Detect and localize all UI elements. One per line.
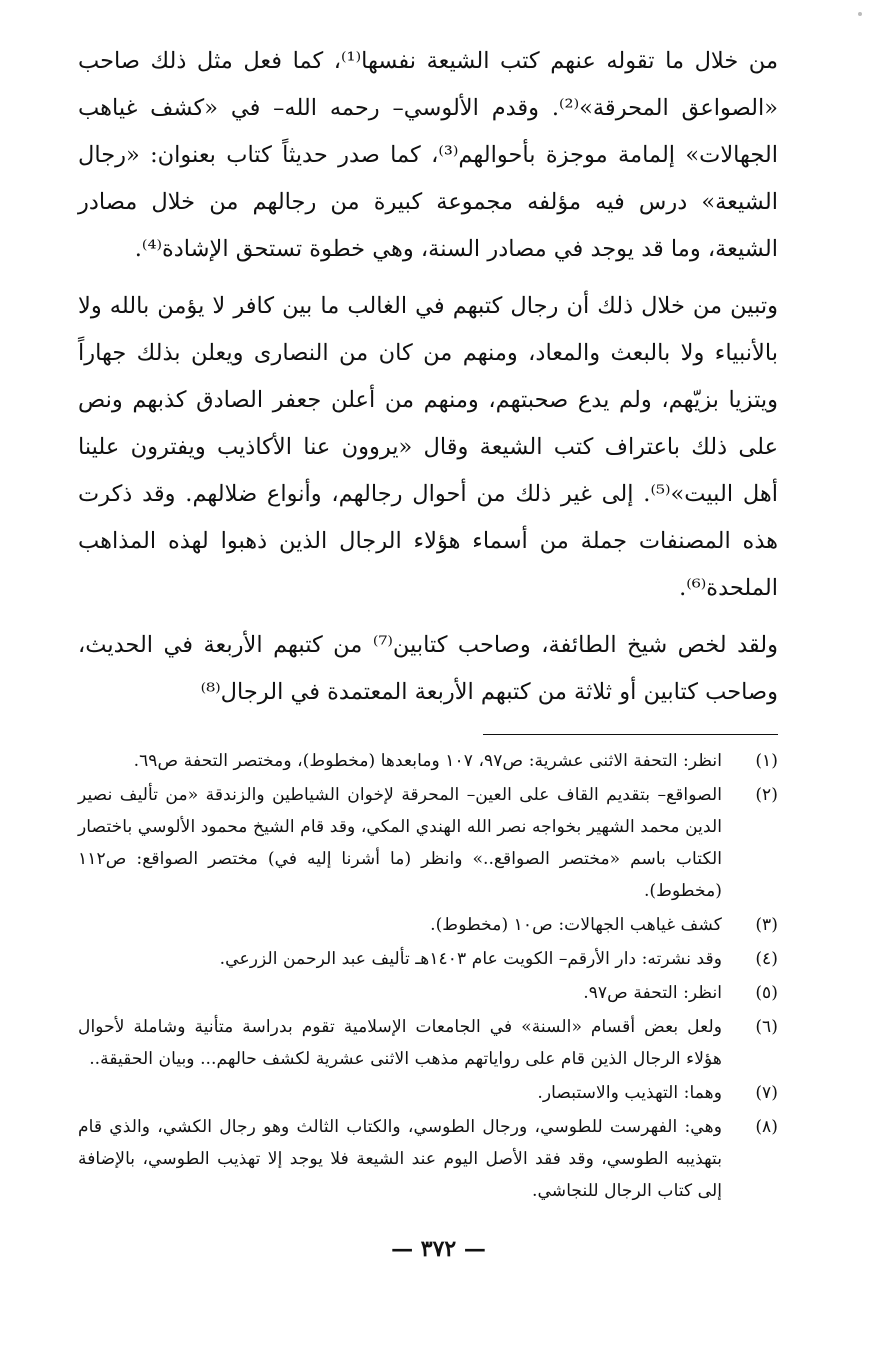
footnote xyxy=(78,977,778,1009)
footnote-text: كشف غياهب الجهالات: ص١٠ (مخطوط). xyxy=(430,915,722,935)
footnote-text: ولعل بعض أقسام «السنة» في الجامعات الإسلامية تقوم بدراسة متأنية وشاملة لأحوال هؤلاء الرجال الذين قام على رواياتهم مذهب الاثنى عشرية لكشف حالهم... وبيان الحقيقة.. xyxy=(78,1017,722,1069)
footnote-number: (٨) xyxy=(755,1117,778,1137)
footnote-text: وهي: الفهرست للطوسي، ورجال الطوسي، والكتاب الثالث وهو رجال الكشي، والذي قام بتهذيبه الطوسي، وقد فقد الأصل اليوم عند الشيعة فلا يوجد إلا تهذيب الطوسي، بالإضافة إلى كتاب الرجال للنجاشي. xyxy=(78,1117,722,1201)
footnote-text: انظر: التحفة ص٩٧. xyxy=(583,983,722,1003)
footnote-number: (٣) xyxy=(755,915,778,935)
paragraph-1: من خلال ما تقوله عنهم كتب الشيعة نفسها⁽¹⁾، كما فعل مثل ذلك صاحب «الصواعق المحرقة»⁽²⁾. وقدم الألوسي– رحمه الله– في «كشف غياهب الجهالات» إلمامة موجزة بأحوالهم⁽³⁾، كما صدر حديثاً كتاب بعنوان: «رجال الشيعة» درس فيه مؤلفه مجموعة كبيرة من رجالهم من خلال مصادر الشيعة، وما قد يوجد في مصادر السنة، وهي خطوة تستحق الإشادة⁽⁴⁾. xyxy=(70,48,779,262)
footnote-number: (٤) xyxy=(755,949,778,969)
footnotes xyxy=(78,745,778,1207)
paragraph-3: ولقد لخص شيخ الطائفة، وصاحب كتابين⁽⁷⁾ من كتبهم الأربعة في الحديث، وصاحب كتابين أو ثلاثة من كتبهم الأربعة المعتمدة في الرجال⁽⁸⁾ xyxy=(70,632,778,705)
footnote-number: (٦) xyxy=(755,1017,778,1037)
footnote-text: وقد نشرته: دار الأرقم– الكويت عام ١٤٠٣هـ تأليف عبد الرحمن الزرعي. xyxy=(219,949,722,969)
footnote xyxy=(78,943,778,975)
footnote xyxy=(78,745,778,777)
footnote-number: (٢) xyxy=(755,785,778,805)
footnote xyxy=(78,779,778,907)
footnote-text: انظر: التحفة الاثنى عشرية: ص٩٧، ١٠٧ ومابعدها (مخطوط)، ومختصر التحفة ص٦٩. xyxy=(133,751,722,771)
footnote xyxy=(78,1011,778,1075)
footnote-text: الصواقع– بتقديم القاف على العين– المحرقة لإخوان الشياطين والزندقة «من تأليف نصير الدين محمد الشهير بخواجه نصر الله الهندي المكي، وقد قام الشيخ محمود الألوسي باختصار الكتاب باسم «مختصر الصواقع..» وانظر (ما أشرنا إليه في) مختصر الصواقع: ص١١٢ (مخطوط). xyxy=(78,785,722,901)
footnote xyxy=(78,909,778,941)
footnote-divider xyxy=(483,734,778,735)
footnote xyxy=(78,1077,778,1109)
document-page xyxy=(70,38,779,1209)
footnote-number: (٧) xyxy=(755,1083,778,1103)
footnote-number: (٥) xyxy=(755,983,778,1003)
footnote xyxy=(78,1111,778,1207)
footnote-text: وهما: التهذيب والاستبصار. xyxy=(537,1083,722,1103)
paragraph-2: وتبين من خلال ذلك أن رجال كتبهم في الغالب ما بين كافر لا يؤمن بالله ولا بالأنبياء ولا بالبعث والمعاد، ومنهم من كان من النصارى ويعلن بذلك جهاراً ويتزيا بزيّهم، ولم يدع صحبتهم، ومنهم من أعلن جعفر الصادق كذبهم ونص على ذلك باعتراف كتب الشيعة وقال «يروون عنا الأكاذيب ويفترون علينا أهل البيت»⁽⁵⁾. إلى غير ذلك من أحوال رجالهم، وأنواع ضلالهم. وقد ذكرت هذه المصنفات جملة من أسماء هؤلاء الرجال الذين ذهبوا لهذه المذاهب الملحدة⁽⁶⁾. xyxy=(70,293,778,601)
page-number: — ٣٧٢ — xyxy=(391,1236,486,1262)
scan-mark xyxy=(858,12,862,16)
footnote-number: (١) xyxy=(755,751,778,771)
